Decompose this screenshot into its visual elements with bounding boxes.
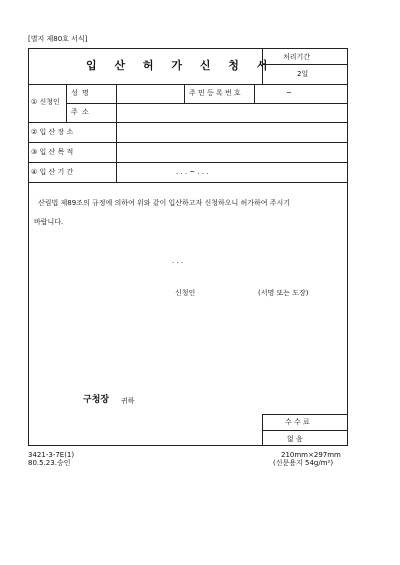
name-label: 성 명 bbox=[71, 89, 89, 97]
footer-code: 3421-3-7E(1) bbox=[28, 451, 75, 459]
entry-place-label: ② 입 산 장 소 bbox=[31, 128, 74, 136]
name-field[interactable] bbox=[117, 85, 183, 102]
form-number: [별지 제80호 서식] bbox=[28, 35, 88, 43]
divider bbox=[28, 162, 348, 163]
recipient-title: 구청장 bbox=[83, 395, 110, 405]
entry-period-label: ④ 입 산 기 간 bbox=[31, 168, 74, 176]
divider bbox=[262, 64, 348, 65]
entry-purpose-label: ③ 입 산 목 적 bbox=[31, 148, 74, 156]
resident-number-label: 주 민 등 록 번 호 bbox=[189, 89, 241, 97]
signature-hint: (서명 또는 도장) bbox=[258, 289, 309, 297]
applicant-label: ① 신청인 bbox=[31, 98, 60, 106]
recipient-suffix: 귀하 bbox=[121, 397, 135, 405]
processing-period-header: 처리기간 bbox=[283, 53, 311, 61]
divider bbox=[28, 182, 348, 183]
divider bbox=[262, 414, 348, 415]
fee-label: 수 수 료 bbox=[285, 418, 310, 426]
footer-paper-size: 210mm×297mm bbox=[281, 451, 341, 459]
statement-line-2: 바랍니다. bbox=[34, 218, 64, 226]
divider bbox=[262, 430, 348, 431]
divider bbox=[184, 84, 185, 103]
date-line[interactable]: . . . bbox=[172, 257, 184, 265]
applicant-signature-label: 신청인 bbox=[175, 289, 196, 297]
address-label: 주 소 bbox=[71, 108, 89, 116]
divider bbox=[28, 84, 348, 85]
footer-paper-type: (신문용지 54g/m²) bbox=[273, 459, 334, 467]
footer-approval: 80.5.23.승인 bbox=[28, 459, 71, 467]
form-title: 입 산 허 가 신 청 서 bbox=[86, 59, 275, 72]
fee-value: 없 음 bbox=[287, 435, 303, 443]
entry-place-field[interactable] bbox=[117, 123, 347, 141]
processing-period-value: 2일 bbox=[297, 70, 309, 78]
statement-line-1: 산림법 제89조의 규정에 의하여 위와 같이 입산하고자 신청하오니 허가하여 주시기 bbox=[38, 199, 291, 207]
entry-period-field[interactable]: . . . ~ . . . bbox=[176, 168, 209, 176]
resident-number-field[interactable]: ~ bbox=[286, 89, 292, 97]
entry-purpose-field[interactable] bbox=[117, 143, 347, 161]
address-field[interactable] bbox=[117, 104, 347, 121]
divider bbox=[254, 84, 255, 103]
